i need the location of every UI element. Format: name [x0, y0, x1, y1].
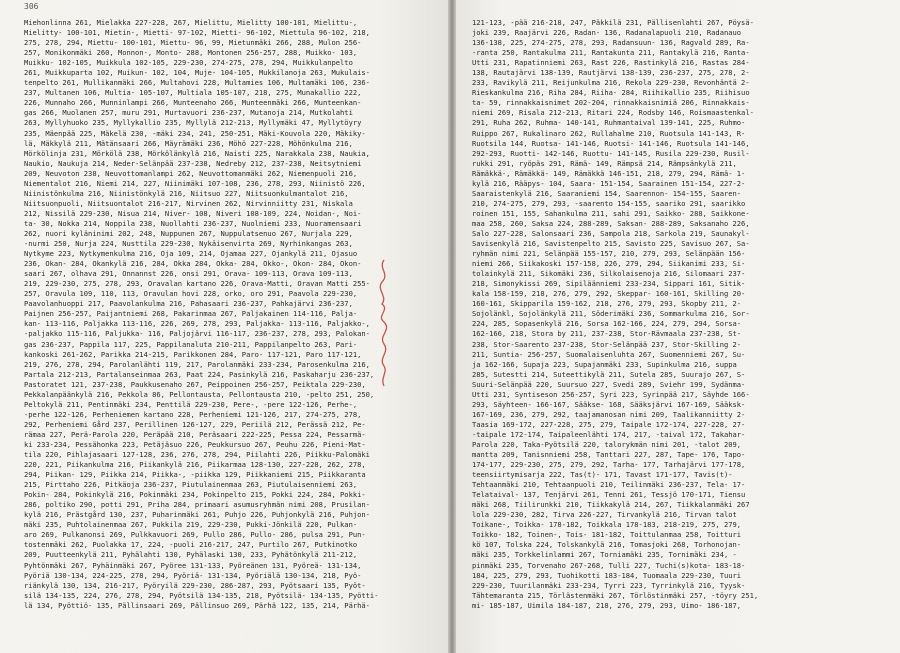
text-line: 121-123, -pää 216-218, 247, Päkkilä 231, Pällisenlahti 267, Pöysä-	[472, 18, 754, 27]
text-line: 160-161, Skipparila 159-162, 218, 276, 279, 293, Skopby 211, 2-	[472, 299, 742, 309]
text-line: 219, 229-230, 275, 278, 293, Oravalan kartano 226, Orava-Matti, Oravan Matti 255-	[24, 279, 370, 289]
text-line: 262, nuori kyläninimi 202, 248, Nuppunen 267, Nuppulatsenuo 267, Nurjala 229,	[24, 228, 353, 238]
text-line: Rieskankulma 216, Riha 284, Riiha- 284, Riihikallio 235, Riihisuo	[472, 88, 750, 98]
text-line: Telataival- 137, Tenjärvi 261, Tenni 261, Tessjö 170-171, Tiensu	[472, 490, 746, 500]
text-line: 292, Perheniemi Gård 237, Perillinen 126-127, 229, Periilä 212, Perässä 212, Pe-	[24, 419, 366, 429]
text-line: ta- 59, rinnakkaisnimet 202-204, rinnakkaisnimiä 206, Rinnakkais-	[472, 98, 750, 108]
text-line: 136-138, 225, 274-275, 278, 293, Radansuun- 136, Ragvald 289, Ra-	[472, 38, 750, 48]
text-line: niemi 269, Risala 212-213, Ritari 224, Rodsby 146, Roismaastenkal-	[472, 108, 754, 118]
text-line: kan- 113-116, Paljakka 113-116, 226, 269, 278, 293, Paljakka- 113-116, Paljakko-,	[24, 319, 370, 329]
text-line: 224, 285, Sopasenkylä 216, Sorsa 162-166, 224, 279, 294, Sorsa-	[472, 319, 742, 329]
text-line: 293, Säyhteen- 166-167, Sääkse- 168, Sääksjärvi 167-169, Sääksk-	[472, 399, 746, 409]
text-line: Suuri-Selänpää 220, Suursuo 227, Svedi 289, Sviehr 199, Sydänma-	[472, 379, 746, 389]
text-line: ta- 30, Nokka 214, Noppila 238, Nuollahti 236-237, Nuolniemi 233, Nuoramensaari	[24, 218, 362, 228]
text-line: ryhmän nimi 221, Selänpää 155-157, 210, 279, 293, Selänpään 156-	[472, 249, 746, 259]
book-gutter	[448, 0, 456, 653]
text-line: 226, Munnaho 266, Munninlampi 266, Munteenaho 266, Munteenmäki 266, Munteenkan-	[24, 98, 362, 108]
text-line: 229-230, Tuurilanmäki 233-234, Tyrri 223, Tyrrinkylä 216, Tyysk-	[472, 580, 746, 590]
text-line: Utti 231, Syntiseson 256-257, Syri 223, Syrinpää 217, Säyhde 166-	[472, 389, 750, 399]
text-line: 174-177, 229-230, 275, 279, 292, Tarha- 177, Tarhajärvi 177-178,	[472, 460, 746, 470]
text-line: Naukio, Naukuja 214, Neder-Selänpää 237-238, Nedreby 212, 237-238, Neitsytniemi	[24, 158, 362, 168]
text-line: gas 236-237, Pappila 117, 225, Pappilanaluta 210-211, Pappilanpelto 263, Pari-	[24, 339, 358, 349]
text-line: kankoski 261-262, Parikka 214-215, Parikkonen 284, Paro- 117-121, Paro 117-121,	[24, 349, 362, 359]
text-line: tostenmäki 262, Puolakka 17, 224, -puoli 216-217, 247, Purtilo 267, Putkinotko	[24, 540, 358, 550]
text-line: 294, Piikan- 129, Piikka 214, Piikka-, -piikka 129, Piikkaniemi 215, Piikkaranta	[24, 470, 366, 480]
text-line: 215, Pirttaho 226, Pitkäoja 236-237, Piutulainenmaa 263, Piutulaisenniemi 263,	[24, 480, 358, 490]
text-line: Rämäkkä-, Rämäkkä- 149, Rämäkkä 146-151, 218, 279, 294, Rämä- 1-	[472, 168, 746, 178]
text-line: 292-293, Ruotti- 142-146, Ruottu- 141-145, Rusila 229-230, Rusil-	[472, 148, 750, 158]
text-line: Parola 220, Taka-Pyötsilä 220, talorykmän nimi 201, -talot 209,	[472, 439, 742, 449]
text-line: 257, Monikonmäki 260, Monnon-, Monto- 288, Montonen 256-257, 288, Muikko- 103,	[24, 48, 358, 58]
text-line: 236, Okan- 284, Okankylä 216, 284, Okka 284, Okka- 284, Okko-, Okon- 284, Okon-	[24, 259, 362, 269]
text-line: Taasia 169-172, 227-228, 275, 279, Taipale 172-174, 227-228, 27-	[472, 419, 746, 429]
text-line: Partala 212-213, Partalanseinmaa 263, Paat 224, Pasinkylä 216, Paskaharju 236-237,	[24, 369, 375, 379]
text-line: Toikane-, Toikka- 178-182, Toikkala 178-183, 218-219, 275, 279,	[472, 520, 742, 530]
text-line: Miehonlinna 261, Mielakka 227-228, 267, Mielittu, Mielitty 100-101, Mielittu-,	[24, 18, 358, 27]
text-line: Nytkyme 223, Nytkymenkulma 216, Oja 109, 214, Ojamaa 227, Ojankylä 211, Ojasuo	[24, 249, 358, 259]
text-line: Salo 227-228, Salonsaari 236, Sampola 218, Sarkola 219, Saunakyl-	[472, 228, 750, 238]
text-line: Pyhtönmäki 267, Pyhäinmäki 267, Pyöree 131-133, Pyöreänen 131, Pyöreä- 131-134,	[24, 560, 362, 570]
text-line: Ruippo 267, Rukalinaro 262, Rullahalme 210, Ruotsula 141-143, R-	[472, 128, 746, 138]
text-line: kö 107, Tolska 224, Tolskankylä 216, Tomasjoki 268, Torhonojan-	[472, 540, 742, 550]
text-line: Utti 231, Rapatinniemi 263, Rast 226, Rastinkylä 216, Rastas 284-	[472, 58, 750, 68]
text-line: tila 220, Pihlajasaari 127-128, 236, 276, 278, 294, Piilahti 226, Piikku-Palomäki	[24, 450, 370, 460]
text-line: Paijnen 256-257, Paijantniemi 268, Pakarinmaa 267, Paljakainen 114-116, Palja-	[24, 309, 358, 319]
text-line: maa 258, 260, Saksa 224, 288-289, Saksan- 288-289, Saksanaho 226,	[472, 218, 750, 228]
text-line: aro 269, Pulkanonsi 269, Pulkkavuori 269, Pullo 286, Pullo- 286, pulsa 291, Pun-	[24, 530, 366, 540]
text-line: rukki 291, ryöpäs 291, Rämä- 149, Rämpsä 214, Rämpsänkylä 211,	[472, 158, 737, 168]
text-line: Mielitty- 100-101, Mietin-, Mietti- 97-102, Mietti- 96-102, Miettula 96-102, 218,	[24, 28, 370, 38]
text-line: mäki 235, Puhtolainenmaa 267, Pukkila 219, 229-230, Pukki-Jönkilä 220, Pulkan-	[24, 520, 358, 530]
text-line: Tehtaanmäki 210, Tehtaanpuoli 210, Teilinmäki 236-237, Tela- 17-	[472, 480, 746, 490]
text-line: riänkylä 130, 134, 216-217, Pyöryilä 229-230, 286-287, 293, Pyötsaari 135, Pyöt-	[24, 580, 366, 590]
text-line: 209, Puutteenkylä 211, Pyhälahti 130, Pyhälaski 130, 233, Pyhätönkylä 211-212,	[24, 550, 358, 560]
text-line: roinen 151, 155, Sahankulma 211, sahi 291, Saikko- 288, Saikkone-	[472, 208, 750, 218]
text-line: -taipale 172-174, Taipaleenlähti 174, 217, -taival 172, Takahar-	[472, 429, 746, 439]
text-line: 286, poltiko 290, potti 291, Priha 284, primaari asumusryhmän nimi 208, Prusilan-	[24, 500, 370, 510]
text-line: 212, Nissilä 229-230, Nisua 214, Niver- 108, Niveri 108-109, 224, Noidan-, Noi-	[24, 208, 362, 218]
text-line: Peltokylä 211, Pentinmäki 234, Penttilä 229-230, Pere-, -pere 122-126, Perhe-,	[24, 399, 358, 409]
text-line: Niementalot 216, Niemi 214, 227, Niinimäki 107-108, 236, 278, 293, Niinistö 226,	[24, 178, 366, 188]
text-line: pinmäki 235, Torvenaho 267-268, Tulli 227, Tuchi(s)kota- 183-18-	[472, 560, 746, 570]
text-line: kylä 216, Prästgård 130, 237, Puharinmäki 261, Puhjo 226, Puhjonkylä 216, Puhjon-	[24, 510, 370, 520]
text-line: Pastoratet 121, 237-238, Paukkusenaho 267, Peippoinen 256-257, Peiktala 229-230,	[24, 379, 366, 389]
text-line: 210, 274-275, 279, 293, -saarento 154-155, saariko 291, saarikko	[472, 198, 746, 208]
text-line: 209, Neuvoton 238, Neuvottomanlampi 262, Neuvottomanmäki 262, Niemenpuoli 216,	[24, 168, 358, 178]
text-line: Paavolanhuoppi 217, Paavolankulma 216, Pahasaari 236-237, Pahkajärvi 236-237,	[24, 299, 353, 309]
text-line: 275, 278, 294, Miettu- 100-101, Miettu- 96, 99, Mietunmäki 266, 288, Mulon 256-	[24, 38, 362, 48]
text-line: -paljakko 115-116, Paljukka- 116, Paljojärvi 116-117, 236-237, 278, 293, Palokan-	[24, 329, 370, 339]
text-line: 211, Suntia- 256-257, Suomalaisenluhta 267, Suomenniemi 267, Su-	[472, 349, 746, 359]
text-line: joki 239, Raajärvi 226, Radan- 136, Radanalapuoli 210, Radanauo	[472, 28, 742, 38]
text-line: lä 134, Pyöttiö- 135, Pällinsaari 269, Pällinsuo 269, Pärhä 122, 135, 214, Pärhä-	[24, 600, 370, 610]
text-line: 233, Ravikylä 211, Reijunkulma 216, Rekola 229-230, Revonhäntä 2-	[472, 78, 750, 88]
text-line: Toikko- 182, Toinen-, Tois- 181-182, Toittulanmaa 258, Toitturi	[472, 530, 742, 540]
text-line: -ranta 250, Rantakulma 211, Rantakunta 211, Rantakylä 216, Ranta-	[472, 48, 750, 58]
text-line: Mörkölinja 231, Mörkölä 238, Mörkölänkylä 216, Naisti 225, Narakkala 238, Naukia,	[24, 148, 370, 158]
text-line: 219, 276, 278, 294, Parolanlähti 119, 217, Parolanmäki 233-234, Parosenkulma 216,	[24, 359, 370, 369]
text-line: Pokin- 284, Pokinkylä 216, Pokinmäki 234, Pokinpelto 215, Pokki 224, 284, Pokki-	[24, 490, 366, 500]
text-line: mantta 209, Tanisnniemi 258, Tanttari 227, 287, Tape- 176, Tapo-	[472, 450, 746, 460]
text-line: 235, Mäenpää 225, Mäkelä 230, -mäki 234, 241, 250-251, Mäki-Kouvola 220, Mäkiky-	[24, 128, 366, 138]
text-line: kylä 216, Rääpys- 104, Saara- 151-154, Saarainen 151-154, 227-2-	[472, 178, 746, 188]
text-line: mäki 268, Tiilirunkki 210, Tiikkakylä 214, 267, Tiikkalanmäki 267	[472, 500, 750, 510]
text-line: Ruotsila 144, Ruotsa- 141-146, Ruotsi- 141-146, Ruotsula 141-146,	[472, 138, 750, 148]
right-page	[456, 0, 900, 653]
text-line: lola 229-230, 282, Tirva 226-227, Tirvankylä 216, Tirvan talot	[472, 510, 737, 520]
text-line: saari 267, olhava 291, Onnannst 226, onsi 291, Orava- 109-113, Orava 109-113,	[24, 269, 353, 279]
text-line: Saaraistenkylä 216, Saaraniemi 154, Saarennon- 154-155, Saaren-	[472, 188, 742, 198]
page-number: 306	[24, 2, 39, 11]
text-line: 162-166, 218, Stora by 211, 237-238, Stor-Rävmaala 237-238, St-	[472, 329, 742, 339]
text-line: Savisenkylä 216, Savistenpelto 215, Savisto 225, Savisuo 267, Sa-	[472, 239, 750, 249]
text-line: 138, Rautajärvi 138-139, Rautjärvi 138-139, 236-237, 275, 278, 2-	[472, 68, 750, 78]
text-line: Pyöriä 130-134, 224-225, 278, 294, Pyöriä- 131-134, Pyöriälä 130-134, 218, Pyö-	[24, 570, 362, 580]
text-line: 220, 221, Piikankulma 216, Piikankylä 216, Piikarmaa 128-130, 227-228, 262, 278,	[24, 460, 366, 470]
text-line: tenpelto 261, Mullikanmäki 266, Multahovi 228, Multamies 106, Multamäki 106, 236-	[24, 78, 370, 88]
text-line: Tähtemaranta 215, Törlästenmäki 267, Törlöstinmäki 257, -töyry 251,	[472, 590, 759, 600]
text-line: -perhe 122-126, Perheniemen kartano 228, Perheniemi 121-126, 217, 274-275, 278,	[24, 409, 362, 419]
text-line: Sojolänkl, Sojolänkylä 211, Söderimäki 236, Sommarkulma 216, Sor-	[472, 309, 750, 319]
text-line: Niinistönkulma 216, Niinistönkylä 216, Niitsuo 227, Niitsuonkulmantalot 216,	[24, 188, 349, 198]
red-pen-mark	[370, 258, 398, 388]
text-line: 257, Oravula 109, 110, 113, Oravulan hovi 228, orko, oro 291, Paavola 229-230,	[24, 289, 358, 299]
text-line: Niitsuonpuoli, Niitsuontalot 216-217, Nirvinen 262, Nirvinniitty 231, Niskala	[24, 198, 353, 208]
left-page	[0, 0, 448, 653]
text-line: ki 233-234, Pessähonka 223, Petäjäsuo 226, Peukkursuo 267, Peuhu 226, Pieni-Mat-	[24, 439, 366, 449]
text-line: tolainkylä 211, Sikomäki 236, Silkolaisenoja 216, Silomaari 237-	[472, 269, 746, 279]
text-line: rämaa 227, Perä-Parola 220, Peräpää 210, Peräsaari 222-225, Pessa 224, Pessarmä-	[24, 429, 366, 439]
text-line: niemi 266, Siikakoski 157-158, 226, 279, 294, Siikanimi 233, Si-	[472, 259, 746, 269]
text-line: 167-169, 236, 279, 292, taajamanosan nimi 209, Taalikanniitty 2-	[472, 409, 746, 419]
text-line: 263, Myllyhuoko 235, Myllykallio 235, Myllylä 212-213, Myllymäki 47, Myllytöyry	[24, 118, 362, 128]
text-line: 184, 225, 279, 293, Tuohikotti 183-184, Tuomaala 229-230, Tuuri	[472, 570, 742, 580]
text-line: kala 158-159, 218, 276, 279, 292, Skeppar- 160-161, Skilling 20-	[472, 289, 746, 299]
text-line: Pekkalanpäänkylä 216, Pekkola 86, Pellontausta, Pellontausta 210, -pelto 251, 250,	[24, 389, 375, 399]
text-line: mäki 235, Torkkelinlammi 267, Torniamäki 235, Tornimäki 234, -	[472, 550, 737, 560]
text-line: 218, Simonykissi 269, Sipiläänniemi 233-234, Sippari 161, Sitik-	[472, 279, 746, 289]
text-line: 285, Sutestti 214, Suteettikylä 211, Sutela 285, Suurajo 267, S-	[472, 369, 746, 379]
text-line: lä, Mäkkylä 211, Mätänsaari 266, Mäyrämäki 236, Möhö 227-228, Möhönkulma 216,	[24, 138, 353, 148]
text-line: -nurmi 250, Nurja 224, Nusttila 229-230, Nykäisenvirta 269, Nyrhinkangas 263,	[24, 239, 353, 249]
right-page-text	[472, 18, 900, 611]
text-line: Muikku- 102-105, Muikkula 102-105, 229-230, 274-275, 278, 294, Muikkulanpelto	[24, 58, 353, 68]
text-line: teensiirtymisarja 222, Tas(t)- 171, Tavast 171-177, Tavis(t)-	[472, 470, 733, 480]
text-line: 238, Stor-Saarento 237-238, Stor-Selänpää 237, Stor-Skilling 2-	[472, 339, 742, 349]
text-line: ja 162-166, Supaja 223, Supajanmäki 233, Supinkulma 216, suppa	[472, 359, 737, 369]
text-line: 261, Muikkuparta 102, Muikun- 102, 104, Muje- 104-105, Mukkilanoja 263, Mukulais-	[24, 68, 370, 78]
text-line: 237, Multanen 106, Multia- 105-107, Multiala 105-107, 218, 275, Munakallio 222,	[24, 88, 362, 98]
text-line: 291, Ruha 262, Ruhma- 140-141, Ruhmantaival 139-141, 225, Ruhmo-	[472, 118, 746, 128]
text-line: silä 134-135, 224, 276, 278, 294, Pyötsilä 134-135, 218, Pyötsilä- 134-135, Pyötti-	[24, 590, 379, 600]
text-line: mi- 185-187, Uimila 184-187, 218, 276, 279, 293, Uimo- 186-187,	[472, 600, 742, 610]
text-line: gas 266, Muolanen 257, muru 291, Murtavuori 236-237, Mutanoja 214, Mutkolahti	[24, 108, 353, 118]
